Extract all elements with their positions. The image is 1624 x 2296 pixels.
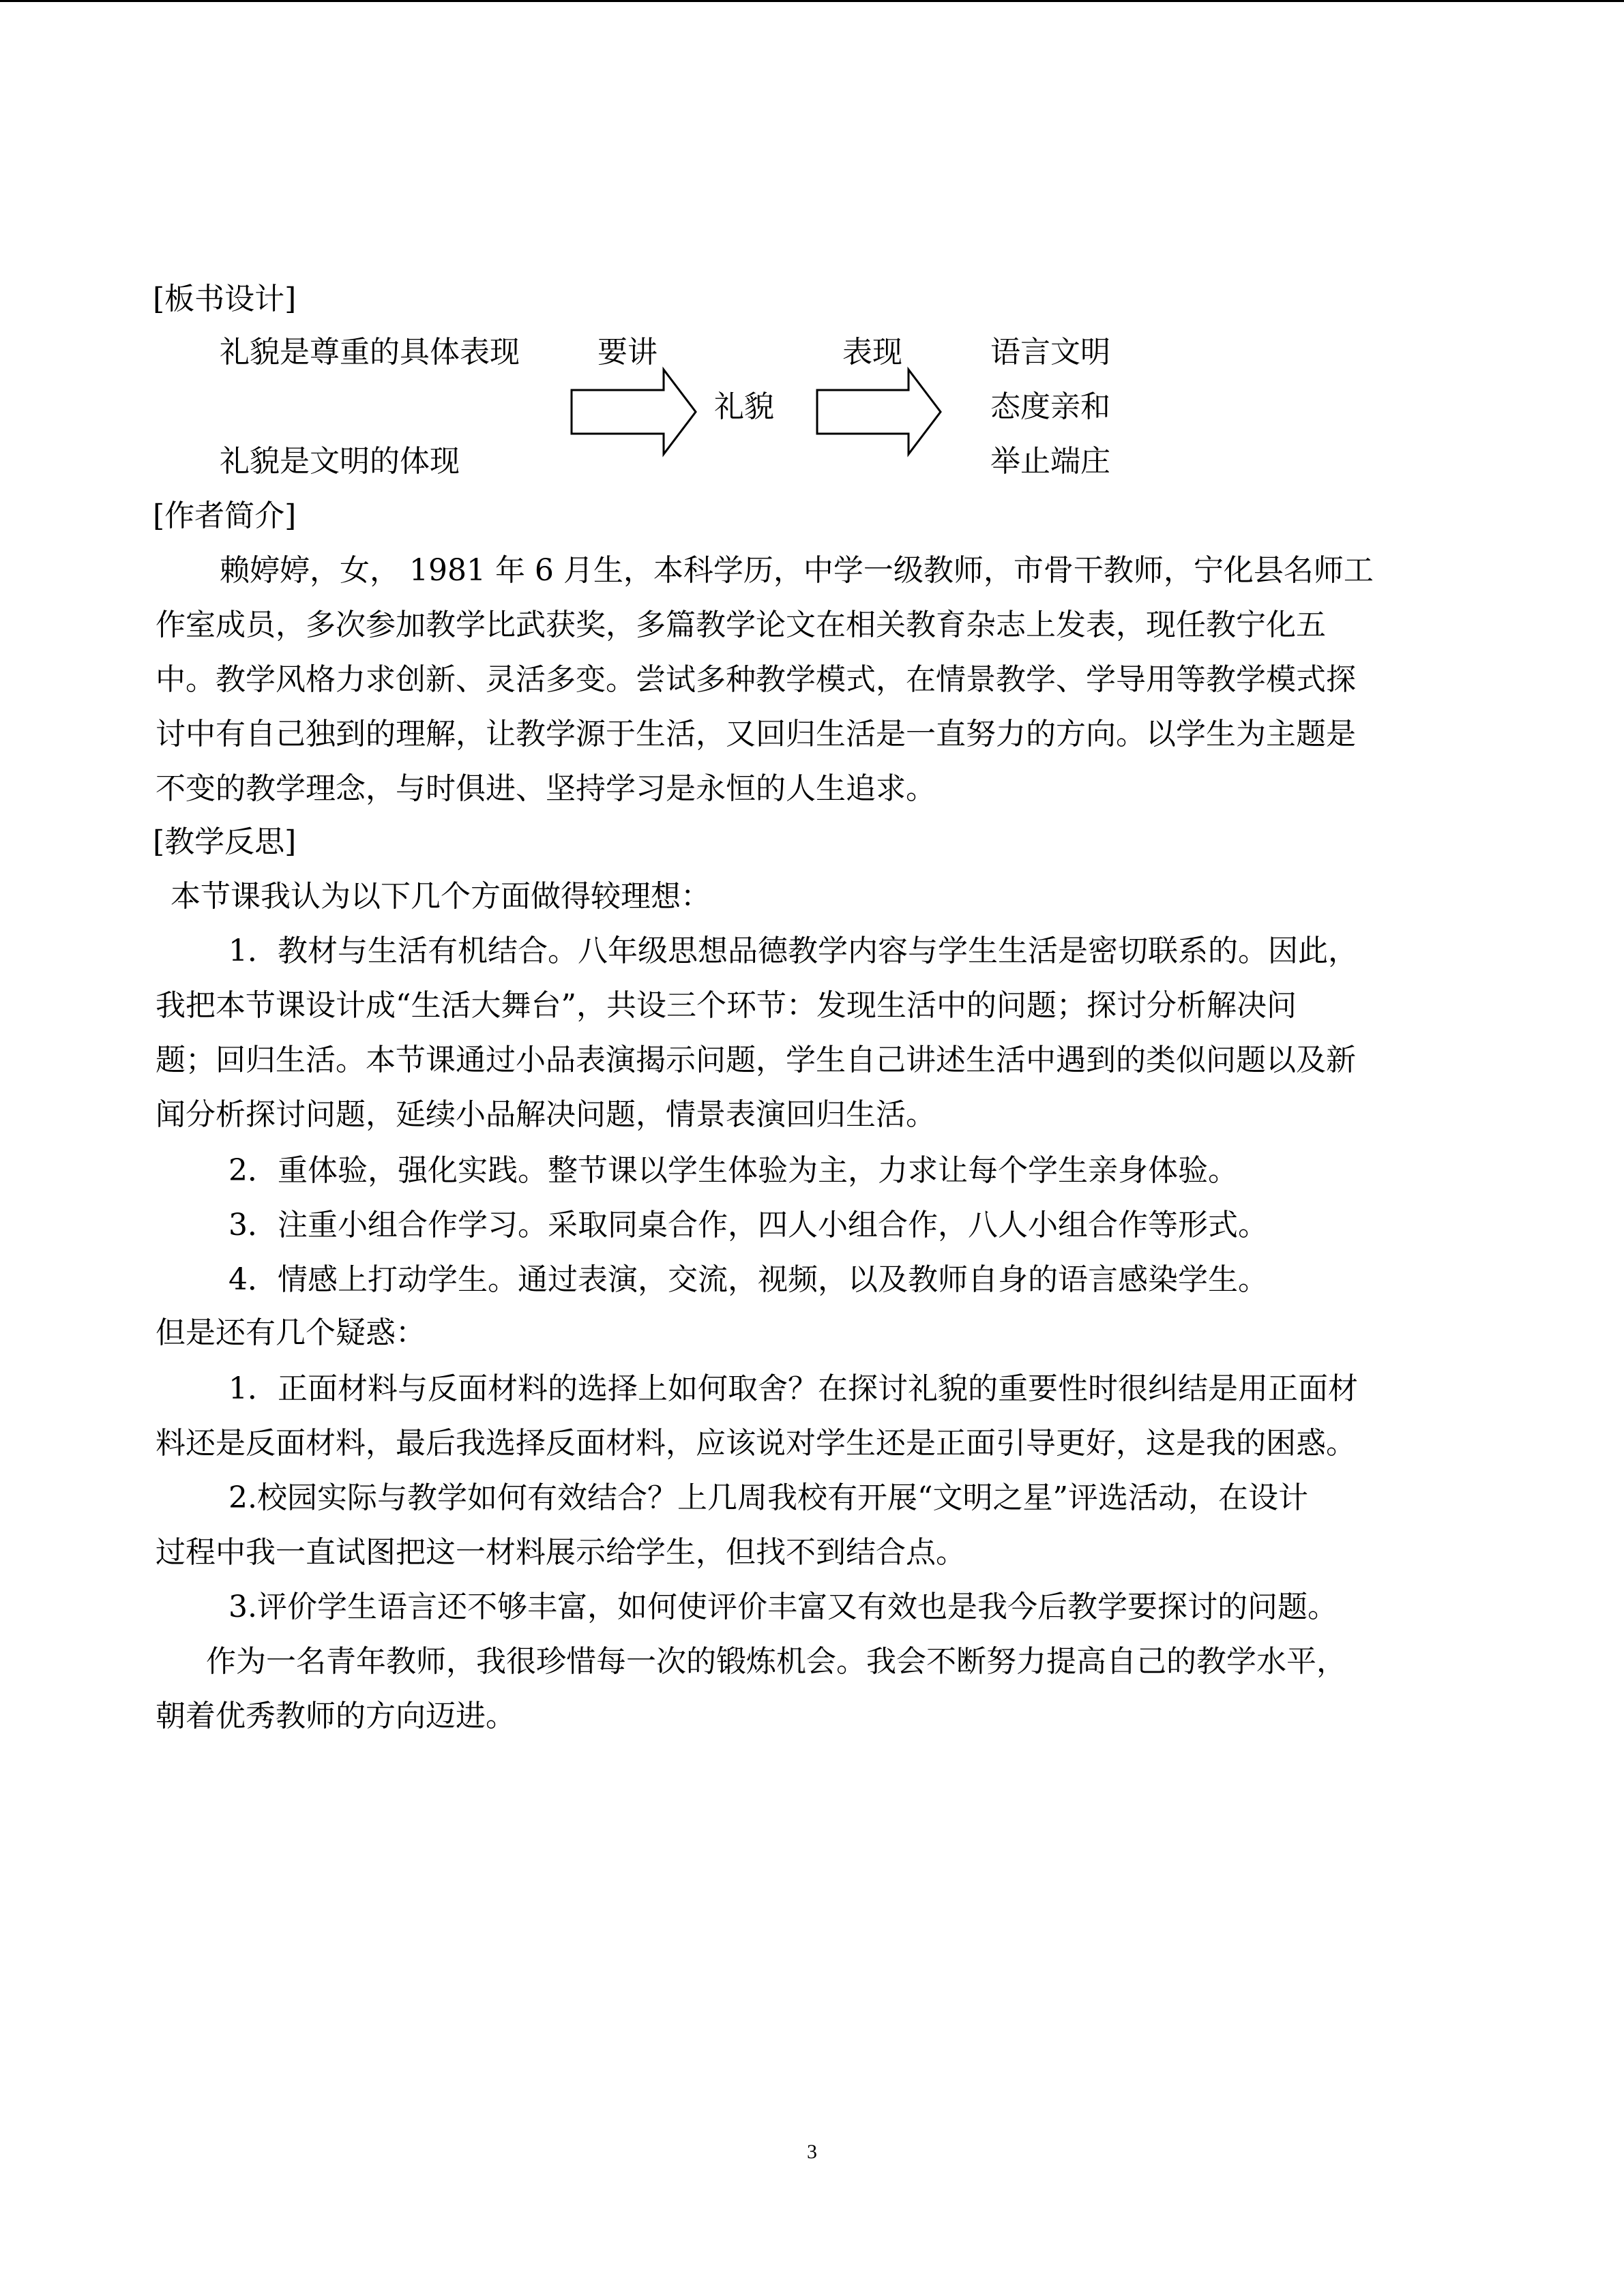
board-center: 礼貌 xyxy=(714,389,774,424)
doubt-intro: 但是还有几个疑惑： xyxy=(156,1315,426,1350)
board-left-top: 礼貌是尊重的具体表现 xyxy=(220,335,520,370)
reflection-line: 4．情感上打动学生。通过表演，交流，视频，以及教师自身的语言感染学生。 xyxy=(228,1262,1268,1297)
board-label-need: 要讲 xyxy=(597,335,658,370)
reflection-heading: [教学反思] xyxy=(153,824,297,859)
board-right-item-2: 态度亲和 xyxy=(990,389,1110,424)
reflection-line: 1．教材与生活有机结合。八年级思想品德教学内容与学生生活是密切联系的。因此， xyxy=(228,934,1358,968)
board-label-show: 表现 xyxy=(842,335,902,370)
board-left-bottom: 礼貌是文明的体现 xyxy=(220,444,460,479)
reflection-line: 题；回归生活。本节课通过小品表演揭示问题，学生自己讲述生活中遇到的类似问题以及新 xyxy=(156,1043,1356,1077)
reflection-intro: 本节课我认为以下几个方面做得较理想： xyxy=(171,879,711,914)
doubt-line: 1．正面材料与反面材料的选择上如何取舍？在探讨礼貌的重要性时很纠结是用正面材 xyxy=(228,1371,1358,1406)
board-diagram xyxy=(0,2,1624,520)
author-line: 作室成员，多次参加教学比武获奖，多篇教学论文在相关教育杂志上发表，现任教宁化五 xyxy=(156,608,1326,642)
doubt-line: 3.评价学生语言还不够丰富，如何使评价丰富又有效也是我今后教学要探讨的问题。 xyxy=(228,1590,1338,1624)
board-right-item-3: 举止端庄 xyxy=(990,444,1110,479)
board-heading: [板书设计] xyxy=(153,282,297,316)
arrow-right-icon xyxy=(572,370,696,454)
author-line: 中。教学风格力求创新、灵活多变。尝试多种教学模式，在情景教学、学导用等教学模式探 xyxy=(156,662,1356,697)
closing-line: 作为一名青年教师，我很珍惜每一次的锻炼机会。我会不断努力提高自己的教学水平， xyxy=(206,1644,1346,1679)
board-right-item-1: 语言文明 xyxy=(990,335,1110,370)
doubt-line: 2.校园实际与教学如何有效结合？上几周我校有开展“文明之星”评选活动，在设计 xyxy=(228,1480,1308,1515)
author-line: 讨中有自己独到的理解，让教学源于生活，又回归生活是一直努力的方向。以学生为主题是 xyxy=(156,717,1356,751)
reflection-line: 闻分析探讨问题，延续小品解决问题，情景表演回归生活。 xyxy=(156,1097,936,1132)
doubt-line: 料还是反面材料，最后我选择反面材料，应该说对学生还是正面引导更好，这是我的困惑。 xyxy=(156,1426,1356,1461)
reflection-line: 我把本节课设计成“生活大舞台”，共设三个环节：发现生活中的问题；探讨分析解决问 xyxy=(156,988,1297,1023)
doubt-line: 过程中我一直试图把这一材料展示给学生，但找不到结合点。 xyxy=(156,1535,966,1570)
reflection-line: 3．注重小组合作学习。采取同桌合作，四人小组合作，八人小组合作等形式。 xyxy=(228,1208,1268,1242)
author-line: 不变的教学理念，与时俱进、坚持学习是永恒的人生追求。 xyxy=(156,771,936,806)
page-number: 3 xyxy=(807,2141,817,2163)
reflection-line: 2．重体验，强化实践。整节课以学生体验为主，力求让每个学生亲身体验。 xyxy=(228,1153,1238,1188)
closing-line: 朝着优秀教师的方向迈进。 xyxy=(156,1699,516,1733)
arrow-right-icon xyxy=(817,370,941,454)
author-line: 赖婷婷，女， 1981 年 6 月生，本科学历，中学一级教师，市骨干教师，宁化县名师工 xyxy=(220,553,1374,588)
author-heading: [作者简介] xyxy=(153,498,297,533)
